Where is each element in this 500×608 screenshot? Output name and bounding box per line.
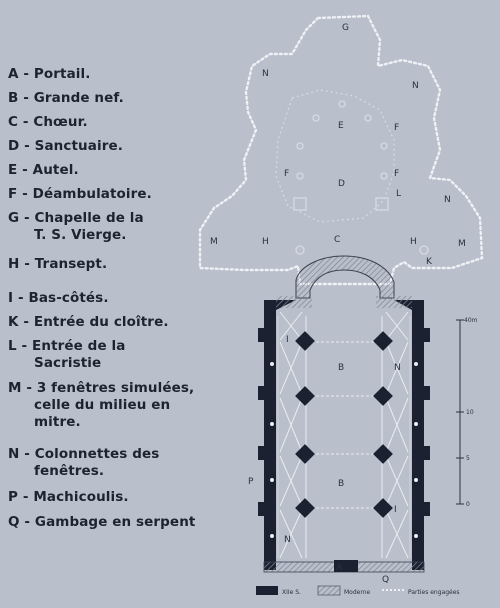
label-n-right: N [444, 195, 451, 205]
legend-item-p: P - Machicoulis. [8, 489, 129, 505]
legend-item-c: C - Chœur. [8, 114, 88, 130]
legend-item-l: L - Entrée de la Sacristie [8, 338, 126, 371]
label-d: D [338, 179, 345, 189]
label-b-bottom: B [338, 479, 345, 489]
nave-piers [295, 331, 393, 518]
east-end-outline [200, 16, 482, 284]
label-g: G [342, 23, 349, 33]
label-i-top: I [286, 335, 289, 345]
label-e: E [338, 121, 344, 131]
key-label-12th-century: XIIe S. [282, 589, 301, 596]
scale-tick-10: 10 [466, 409, 474, 416]
label-c: C [334, 235, 341, 245]
legend-item-a: A - Portail. [8, 66, 91, 82]
key-strip [256, 586, 460, 596]
label-k: K [426, 257, 432, 267]
legend-item-g: G - Chapelle de la T. S. Vierge. [8, 210, 144, 243]
label-l: L [396, 189, 402, 199]
scale-tick-40: 40m [464, 317, 478, 324]
label-m-right: M [458, 239, 466, 249]
label-n-top-right: N [412, 81, 419, 91]
label-f-mid: F [394, 169, 400, 179]
label-n-top-left: N [262, 69, 269, 79]
legend-item-i: I - Bas-côtés. [8, 290, 109, 306]
legend-item-k: K - Entrée du cloître. [8, 314, 169, 330]
legend-item-d: D - Sanctuaire. [8, 138, 123, 154]
label-i-bottom: I [394, 505, 397, 515]
key-label-engaged: Parties engagées [408, 589, 460, 596]
legend-item-e: E - Autel. [8, 162, 79, 178]
label-q: Q [382, 575, 390, 585]
legend-item-m: M - 3 fenêtres simulées, celle du milieu en mitre. [8, 380, 195, 430]
label-h-right: H [410, 237, 417, 247]
legend-item-f: F - Déambulatoire. [8, 186, 152, 202]
label-m-left: M [210, 237, 218, 247]
label-f-left: F [284, 169, 290, 179]
legend-item-h: H - Transept. [8, 256, 108, 272]
label-h-left: H [262, 237, 269, 247]
key-swatch-12th-century [256, 586, 278, 595]
label-a: A [336, 563, 343, 573]
label-f-right: F [394, 123, 400, 133]
label-n-bottom: N [284, 535, 291, 545]
choir-apse [296, 256, 394, 298]
aisle-vaults [278, 312, 410, 558]
key-swatch-modern [318, 586, 340, 595]
legend-item-q: Q - Gambage en serpent [8, 514, 196, 530]
scale-bar [456, 317, 478, 508]
scale-tick-0: 0 [466, 501, 470, 508]
legend-item-n: N - Colonnettes des fenêtres. [8, 446, 160, 479]
label-p: P [248, 477, 254, 487]
key-label-modern: Moderne [344, 589, 371, 596]
legend-item-b: B - Grande nef. [8, 90, 124, 106]
sanctuary-piers [294, 101, 428, 254]
label-b-top: B [338, 363, 345, 373]
scale-tick-5: 5 [466, 455, 470, 462]
label-n-nave: N [394, 363, 401, 373]
